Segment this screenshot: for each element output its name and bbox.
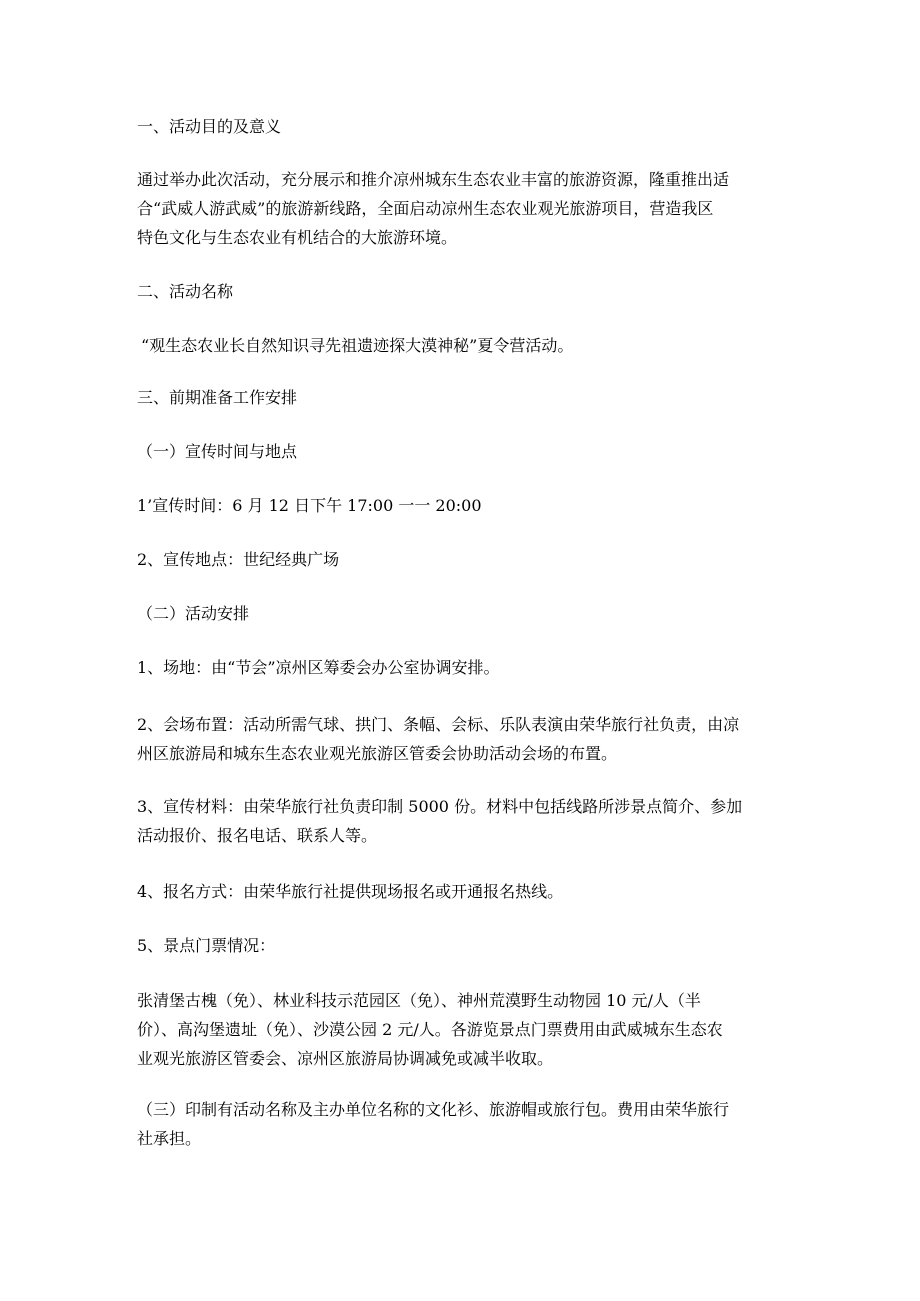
text-line: 一、活动目的及意义 [137, 117, 282, 136]
text-line: 社承担。 [137, 1129, 202, 1148]
arrangement-tickets-heading [137, 931, 782, 960]
section-heading-name [137, 277, 782, 306]
text-line: 5、景点门票情况： [137, 936, 276, 955]
text-line: 合“武威人游武威”的旅游新线路，全面启动凉州生态农业观光旅游项目，营造我区 [137, 199, 714, 218]
publicity-location-item [137, 545, 782, 574]
text-line: 3、宣传材料：由荣华旅行社负责印制 5000 份。材料中包括线路所涉景点简介、参加 [137, 797, 743, 816]
text-line: 2、会场布置：活动所需气球、拱门、条幅、会标、乐队表演由荣华旅行社负责，由凉 [137, 715, 740, 734]
text-line: 1、场地：由“节会”凉州区筹委会办公室协调安排。 [137, 658, 500, 677]
text-line: 业观光旅游区管委会、凉州区旅游局协调减免或减半收取。 [137, 1049, 554, 1068]
arrangement-layout-item [137, 710, 782, 768]
subheading-arrangement [137, 599, 782, 628]
text-line: “观生态农业长自然知识寻先祖遗迹探大漠神秘”夏令营活动。 [141, 336, 574, 355]
text-line: 活动报价、报名电话、联系人等。 [137, 826, 378, 845]
arrangement-registration-item [137, 877, 782, 906]
subheading-publicity [137, 437, 782, 466]
subheading-merchandise [137, 1095, 782, 1153]
arrangement-materials-item [137, 792, 782, 850]
text-line: 通过举办此次活动，充分展示和推介凉州城东生态农业丰富的旅游资源，隆重推出适 [137, 170, 730, 189]
arrangement-venue-item [137, 653, 782, 682]
publicity-time-item [137, 491, 782, 520]
tickets-paragraph [137, 986, 782, 1073]
text-line: （二）活动安排 [137, 604, 250, 623]
section-heading-purpose [137, 112, 782, 141]
activity-name-paragraph [141, 331, 786, 360]
text-line: 特色文化与生态农业有机结合的大旅游环境。 [137, 228, 458, 247]
text-line: （三）印制有活动名称及主办单位名称的文化衫、旅游帽或旅行包。费用由荣华旅行 [137, 1100, 730, 1119]
text-line: （一）宣传时间与地点 [137, 442, 298, 461]
text-line: 张清堡古槐（免）、林业科技示范园区（免）、神州荒漠野生动物园 10 元/人（半 [137, 991, 701, 1010]
text-line: 2、宣传地点：世纪经典广场 [137, 550, 340, 569]
purpose-paragraph [137, 165, 782, 252]
text-line: 4、报名方式：由荣华旅行社提供现场报名或开通报名热线。 [137, 882, 564, 901]
text-line: 三、前期准备工作安排 [137, 388, 298, 407]
section-heading-preparation [137, 383, 782, 412]
text-line: 价）、高沟堡遗址（免）、沙漠公园 2 元/人。各游览景点门票费用由武威城东生态农 [137, 1020, 723, 1039]
text-line: 州区旅游局和城东生态农业观光旅游区管委会协助活动会场的布置。 [137, 744, 618, 763]
text-line: 二、活动名称 [137, 282, 234, 301]
text-line: 1’宣传时间：6 月 12 日下午 17:00 一一 20:00 [137, 496, 482, 515]
